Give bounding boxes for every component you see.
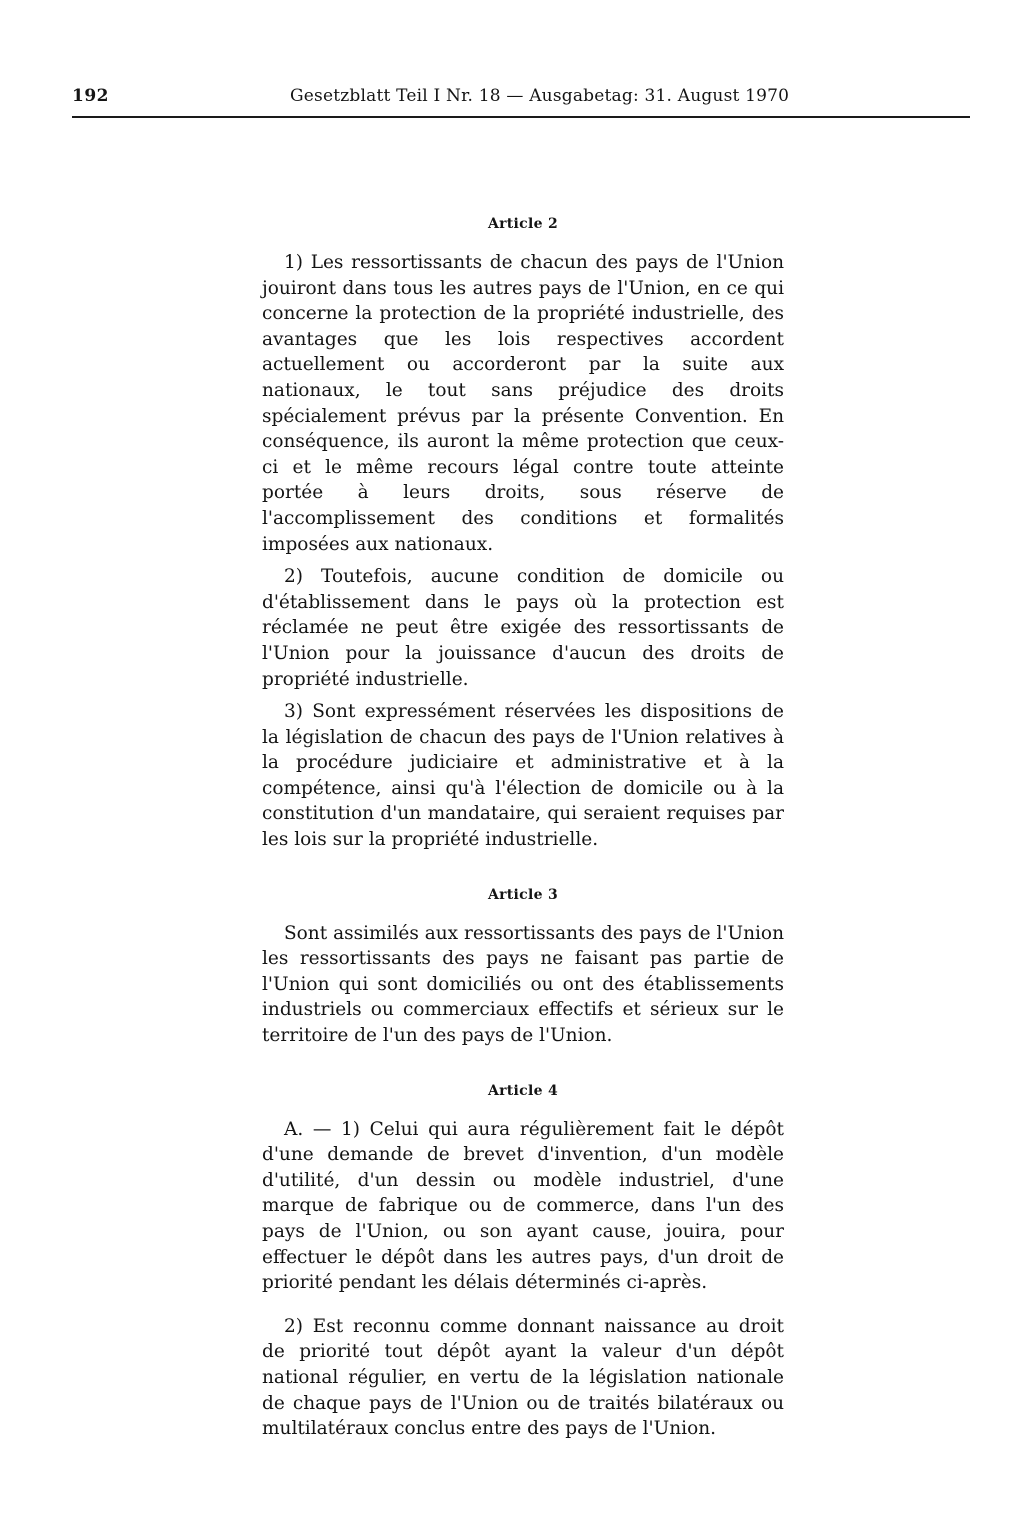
article-heading: Article 4	[487, 1082, 559, 1099]
article-4-paragraph-2: 2) Est reconnu comme donnant naissance au droit de priorité tout dépôt ayant la valeur d'un dépôt national régulier, en vertu de la législation nationale de chaque pays de l'Union ou de traités bilatéraux ou multilatéraux conclus entre des pays de l'Union.	[262, 1315, 784, 1440]
document-body	[262, 216, 784, 1449]
article-4-paragraph-1: A. — 1) Celui qui aura régulièrement fait le dépôt d'une demande de brevet d'invention, d'un modèle d'utilité, d'un dessin ou modèle industriel, d'une marque de fabrique ou de commerce, dans l'un des pays de l'Union, ou son ayant cause, jouira, pour effectuer le dépôt dans les autres pays, d'un droit de priorité pendant les délais déterminés ci-après.	[262, 1118, 784, 1294]
article-2	[262, 216, 784, 853]
article-3-paragraph-1: Sont assimilés aux ressortissants des pays de l'Union les ressortissants des pays ne faisant pas partie de l'Union qui sont domiciliés ou ont des établissements industriels ou commerciaux effectifs et sérieux sur le territoire de l'un des pays de l'Union.	[262, 922, 784, 1047]
article-2-paragraph-2: 2) Toutefois, aucune condition de domicile ou d'établissement dans le pays où la protection est réclamée ne peut être exigée des ressortissants de l'Union pour la jouissance d'aucun des droits de propriété industrielle.	[262, 566, 784, 690]
page-number: 192	[72, 86, 109, 106]
article-heading: Article 3	[487, 886, 559, 903]
article-4	[262, 1083, 784, 1442]
article-heading: Article 2	[487, 216, 559, 232]
article-2-paragraph-3: 3) Sont expressément réservées les dispositions de la législation de chacun des pays de l'Union relatives à la procédure judiciaire et administrative et à la compétence, ainsi qu'à l'élection de domicile ou à la constitution d'un mandataire, qui seraient requises par les lois sur la propriété industrielle.	[262, 701, 784, 851]
article-3	[262, 887, 784, 1049]
article-2-paragraph-1: 1) Les ressortissants de chacun des pays de l'Union jouiront dans tous les autres pays de l'Union, en ce qui concerne la protection de la propriété industrielle, des avantages que les lois respectives accordent actuellement ou accorderont par la suite aux nationaux, le tout sans préjudice des droits spécialement prévus par la présente Convention. En conséquence, ils auront la même protection que ceux-ci et le même recours légal contre toute atteinte portée à leurs droits, sous réserve de l'accomplissement des conditions et formalités imposées aux nationaux.	[262, 252, 784, 555]
header-title: Gesetzblatt Teil I Nr. 18 — Ausgabetag: 31. August 1970	[290, 86, 790, 106]
page-header	[72, 86, 970, 118]
